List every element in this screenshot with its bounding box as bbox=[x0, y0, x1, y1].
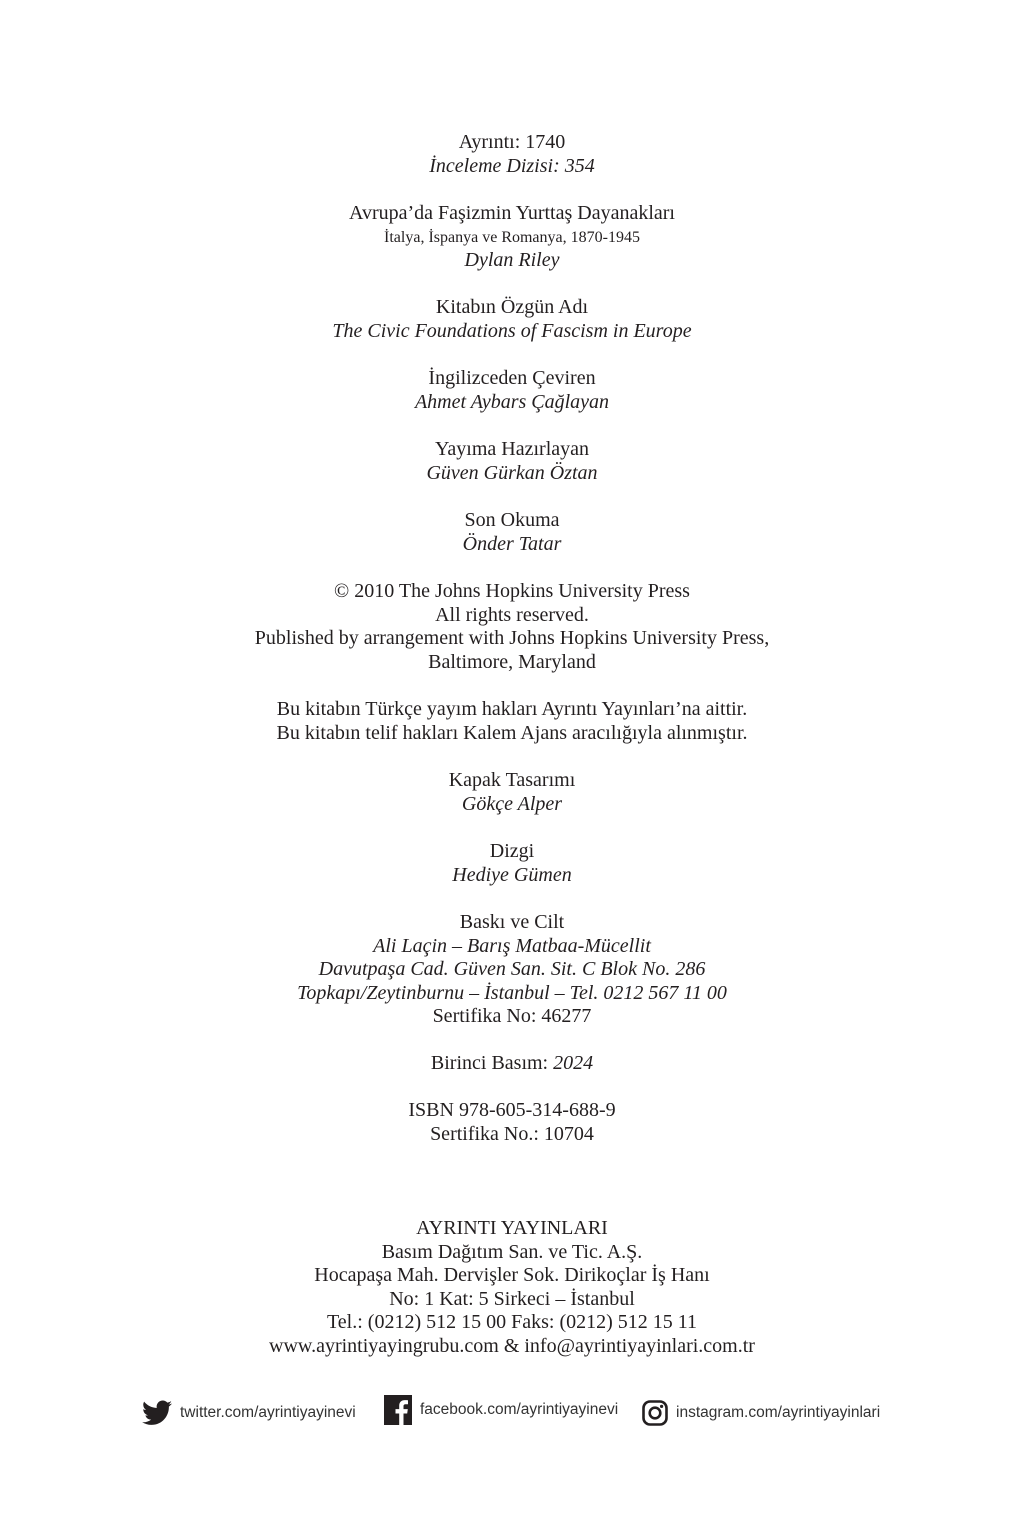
printer-name: Ali Laçin – Barış Matbaa-Mücellit bbox=[373, 934, 651, 957]
publisher-block bbox=[0, 1217, 1024, 1358]
book-block bbox=[0, 202, 1024, 273]
proofreading-block bbox=[0, 509, 1024, 556]
editor-label: Yayıma Hazırlayan bbox=[434, 438, 590, 460]
original-title-block bbox=[0, 296, 1024, 343]
first-edition-block bbox=[0, 1052, 1024, 1076]
publisher-web: www.ayrintiyayingrubu.com & info@ayrintiyayinlari.com.tr bbox=[269, 1334, 755, 1357]
cover-design-label: Kapak Tasarımı bbox=[448, 769, 576, 791]
translator-block bbox=[0, 367, 1024, 414]
original-title-label: Kitabın Özgün Adı bbox=[435, 296, 589, 318]
first-edition-year: 2024 bbox=[553, 1052, 594, 1074]
instagram-url[interactable]: instagram.com/ayrintiyayinlari bbox=[676, 1404, 881, 1421]
translator-name: Ahmet Aybars Çağlayan bbox=[414, 390, 610, 413]
publisher-company: Basım Dağıtım San. ve Tic. A.Ş. bbox=[381, 1240, 643, 1263]
editor-name: Güven Gürkan Öztan bbox=[426, 461, 598, 484]
printer-address: Davutpaşa Cad. Güven San. Sit. C Blok No. 286 bbox=[318, 958, 706, 980]
rights-block bbox=[0, 698, 1024, 745]
original-title-value: The Civic Foundations of Fascism in Europe bbox=[332, 319, 692, 342]
rights-line: Bu kitabın Türkçe yayım hakları Ayrıntı Yayınları’na aittir. bbox=[276, 698, 748, 720]
typesetter-name: Hediye Gümen bbox=[452, 863, 572, 886]
rights-line: Bu kitabın telif hakları Kalem Ajans aracılığıyla alınmıştır. bbox=[276, 721, 748, 744]
publisher-phone: Tel.: (0212) 512 15 00 Faks: (0212) 512 15 11 bbox=[326, 1311, 698, 1333]
series-block bbox=[0, 131, 1024, 178]
printer-location: Topkapı/Zeytinburnu – İstanbul – Tel. 0212 567 11 00 bbox=[297, 981, 727, 1004]
editor-block bbox=[0, 438, 1024, 485]
proofreading-name: Önder Tatar bbox=[462, 532, 562, 555]
isbn-block bbox=[0, 1099, 1024, 1146]
copyright-line: All rights reserved. bbox=[435, 603, 589, 626]
social-links bbox=[0, 1398, 1024, 1438]
publisher-certificate: Sertifika No.: 10704 bbox=[430, 1122, 594, 1145]
printer-certificate: Sertifika No: 46277 bbox=[432, 1005, 592, 1027]
copyright-line: © 2010 The Johns Hopkins University Press bbox=[334, 580, 690, 602]
typesetting-block bbox=[0, 840, 1024, 887]
copyright-block bbox=[0, 580, 1024, 674]
proofreading-label: Son Okuma bbox=[464, 509, 560, 531]
publisher-name: AYRINTI YAYINLARI bbox=[416, 1217, 608, 1239]
facebook-icon bbox=[384, 1395, 412, 1425]
copyright-line: Baltimore, Maryland bbox=[428, 650, 596, 673]
book-subtitle: İtalya, İspanya ve Romanya, 1870-1945 bbox=[384, 228, 640, 246]
printing-label: Baskı ve Cilt bbox=[459, 911, 565, 933]
copyright-line: Published by arrangement with Johns Hopkins University Press, bbox=[254, 627, 770, 649]
series-name: İnceleme Dizisi: 354 bbox=[429, 154, 595, 177]
book-title: Avrupa’da Faşizmin Yurttaş Dayanakları bbox=[348, 202, 675, 224]
publisher-address: Hocapaşa Mah. Dervişler Sok. Dirikoçlar İş Hanı bbox=[314, 1264, 710, 1286]
cover-design-block bbox=[0, 769, 1024, 816]
instagram-link[interactable] bbox=[642, 1400, 880, 1426]
twitter-link[interactable] bbox=[142, 1400, 356, 1426]
book-author: Dylan Riley bbox=[464, 249, 560, 271]
translator-label: İngilizceden Çeviren bbox=[428, 367, 596, 389]
cover-designer-name: Gökçe Alper bbox=[461, 792, 563, 815]
publisher-address: No: 1 Kat: 5 Sirkeci – İstanbul bbox=[389, 1287, 635, 1310]
instagram-icon bbox=[642, 1400, 668, 1426]
facebook-link[interactable] bbox=[384, 1395, 618, 1425]
twitter-url[interactable]: twitter.com/ayrintiyayinevi bbox=[180, 1404, 356, 1421]
facebook-url[interactable]: facebook.com/ayrintiyayinevi bbox=[420, 1401, 619, 1418]
twitter-icon bbox=[142, 1400, 172, 1426]
isbn-number: ISBN 978-605-314-688-9 bbox=[408, 1099, 616, 1121]
first-edition-line bbox=[0, 1052, 1024, 1076]
typesetting-label: Dizgi bbox=[489, 840, 535, 862]
series-number: Ayrıntı: 1740 bbox=[458, 131, 566, 153]
printing-block bbox=[0, 911, 1024, 1029]
first-edition-label: Birinci Basım: bbox=[430, 1052, 549, 1074]
